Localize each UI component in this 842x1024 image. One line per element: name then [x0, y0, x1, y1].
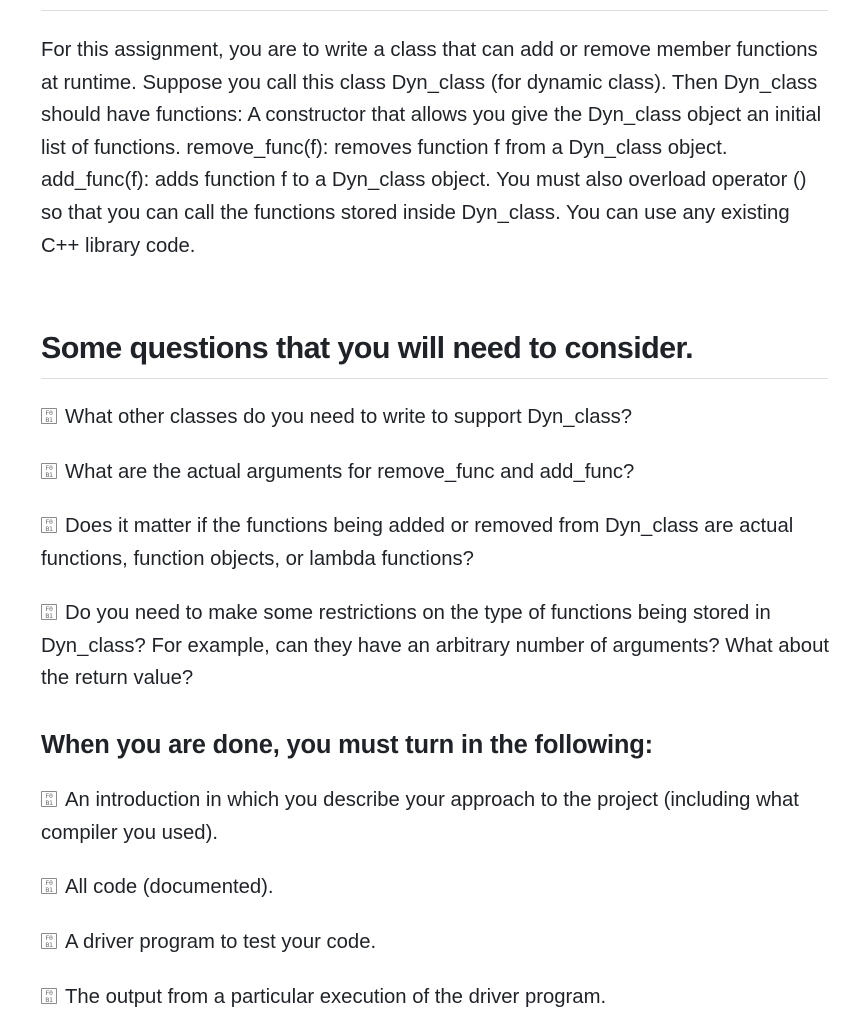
- question-item: [41, 510, 831, 575]
- deliverable-text: An introduction in which you describe your approach to the project (including what compiler you used).: [41, 789, 799, 844]
- questions-heading: Some questions that you will need to consider.: [41, 331, 693, 365]
- missing-glyph-icon: F0 B1: [41, 604, 57, 620]
- question-text: What are the actual arguments for remove_func and add_func?: [65, 461, 635, 483]
- missing-glyph-icon: F0 B1: [41, 517, 57, 533]
- deliverable-item: [41, 784, 831, 849]
- question-item: [41, 597, 831, 695]
- missing-glyph-icon: F0 B1: [41, 791, 57, 807]
- question-item: [41, 456, 831, 489]
- turn-in-heading: When you are done, you must turn in the following:: [41, 731, 653, 759]
- deliverable-item: [41, 926, 831, 959]
- deliverable-text: The output from a particular execution of the driver program.: [65, 986, 607, 1008]
- missing-glyph-icon: F0 B1: [41, 933, 57, 949]
- deliverable-text: A driver program to test your code.: [65, 931, 377, 953]
- missing-glyph-icon: F0 B1: [41, 988, 57, 1004]
- missing-glyph-icon: F0 B1: [41, 878, 57, 894]
- question-item: [41, 401, 831, 434]
- assignment-intro-paragraph: For this assignment, you are to write a class that can add or remove member functions at runtime. Suppose you call this class Dyn_class (for dynamic class). Then Dyn_class should have functions: A constructor that allows you give the Dyn_class object an initial list of functions. remove_func(f): removes function f from a Dyn_class object. add_func(f): adds function f to a Dyn_class object. You must also overload operator () so that you can call the functions stored inside Dyn_class. You can use any existing C++ library code.: [41, 39, 822, 257]
- question-text: What other classes do you need to write to support Dyn_class?: [65, 406, 633, 428]
- deliverable-item: [41, 981, 831, 1014]
- question-text: Do you need to make some restrictions on the type of functions being stored in Dyn_class? For example, can they have an arbitrary number of arguments? What about the return value?: [41, 602, 829, 690]
- deliverable-item: [41, 871, 831, 904]
- question-text: Does it matter if the functions being added or removed from Dyn_class are actual functions, function objects, or lambda functions?: [41, 515, 794, 570]
- missing-glyph-icon: F0 B1: [41, 408, 57, 424]
- deliverable-text: All code (documented).: [65, 876, 274, 898]
- missing-glyph-icon: F0 B1: [41, 463, 57, 479]
- questions-heading-divider: [41, 378, 828, 379]
- top-divider: [41, 10, 828, 11]
